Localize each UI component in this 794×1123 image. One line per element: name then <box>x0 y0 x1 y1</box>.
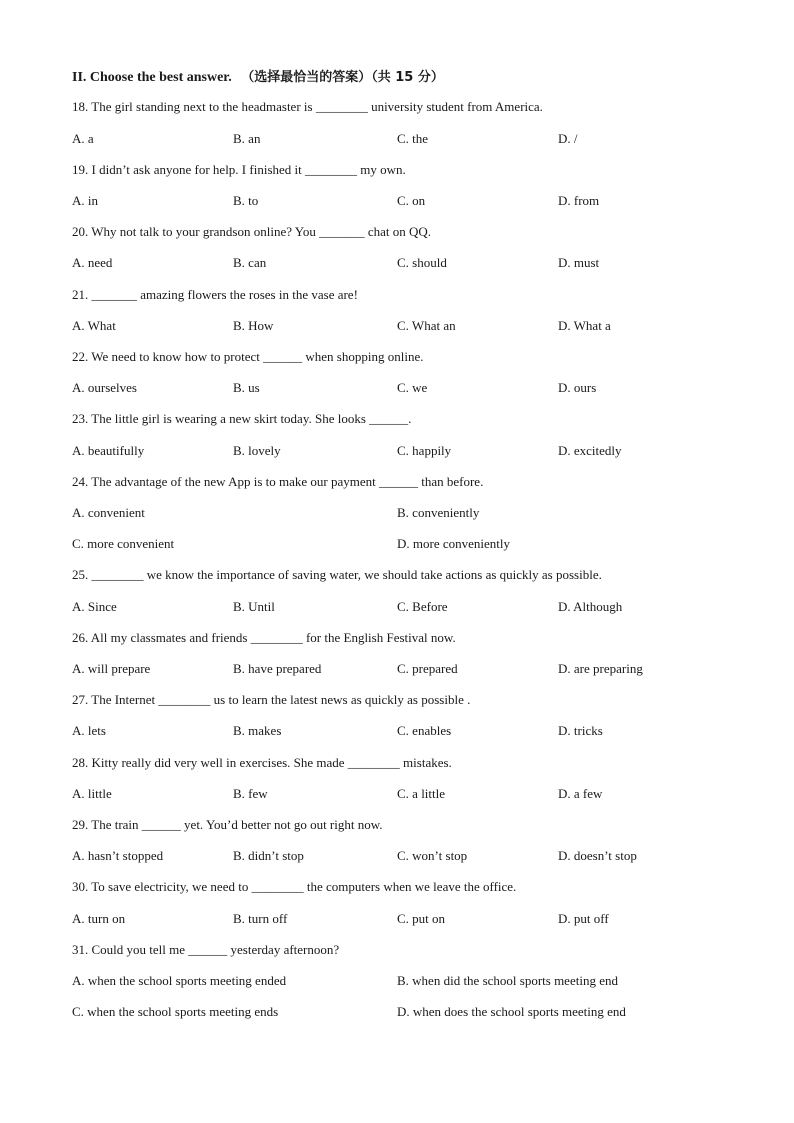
question-stem: 21. _______ amazing flowers the roses in the vase are! <box>72 287 358 302</box>
question-stem: 18. The girl standing next to the headmaster is ________ university student from America. <box>72 99 543 114</box>
options-row <box>72 253 752 273</box>
option-d: D. / <box>558 131 578 146</box>
option-a: A. convenient <box>72 505 145 520</box>
question-stem: 31. Could you tell me ______ yesterday afternoon? <box>72 942 340 957</box>
options-row <box>72 971 752 991</box>
option-b: B. an <box>233 131 261 146</box>
option-c: C. won’t stop <box>397 848 468 863</box>
option-c: C. when the school sports meeting ends <box>72 1004 279 1019</box>
option-d: D. ours <box>558 380 597 395</box>
option-c: C. more convenient <box>72 536 175 551</box>
question-stem: 23. The little girl is wearing a new skirt today. She looks ______. <box>72 411 412 426</box>
option-a: A. will prepare <box>72 661 151 676</box>
option-b: B. have prepared <box>233 661 322 676</box>
option-c: C. the <box>397 131 429 146</box>
option-c: C. should <box>397 255 447 270</box>
option-d: D. What a <box>558 318 611 333</box>
option-d: D. tricks <box>558 723 603 738</box>
option-a: A. lets <box>72 723 106 738</box>
question-stem: 19. I didn’t ask anyone for help. I finished it ________ my own. <box>72 162 406 177</box>
option-a: A. Since <box>72 599 117 614</box>
question-stem: 25. ________ we know the importance of saving water, we should take actions as quickly as possible. <box>72 567 602 582</box>
option-c: C. a little <box>397 786 446 801</box>
option-d: D. must <box>558 255 600 270</box>
option-a: A. little <box>72 786 112 801</box>
options-row <box>72 191 752 211</box>
options-row <box>72 659 752 679</box>
option-c: C. prepared <box>397 661 458 676</box>
options-row <box>72 1002 752 1022</box>
option-c: C. Before <box>397 599 448 614</box>
options-row <box>72 378 752 398</box>
option-a: A. need <box>72 255 113 270</box>
question-stem: 26. All my classmates and friends ________ for the English Festival now. <box>72 630 456 645</box>
options-row <box>72 534 752 554</box>
option-b: B. turn off <box>233 911 288 926</box>
option-b: B. makes <box>233 723 282 738</box>
section-heading <box>72 66 444 86</box>
option-d: D. excitedly <box>558 443 622 458</box>
option-b: B. conveniently <box>397 505 480 520</box>
option-a: A. in <box>72 193 98 208</box>
option-b: B. How <box>233 318 274 333</box>
option-b: B. to <box>233 193 259 208</box>
option-a: A. What <box>72 318 116 333</box>
option-d: D. when does the school sports meeting end <box>397 1004 626 1019</box>
options-row <box>72 846 752 866</box>
option-b: B. when did the school sports meeting end <box>397 973 618 988</box>
option-b: B. can <box>233 255 267 270</box>
option-a: A. hasn’t stopped <box>72 848 164 863</box>
options-row <box>72 129 752 149</box>
option-b: B. few <box>233 786 268 801</box>
option-a: A. beautifully <box>72 443 145 458</box>
option-b: B. didn’t stop <box>233 848 304 863</box>
option-d: D. more conveniently <box>397 536 510 551</box>
option-a: A. ourselves <box>72 380 137 395</box>
question-stem: 30. To save electricity, we need to ________ the computers when we leave the office. <box>72 879 517 894</box>
option-b: B. lovely <box>233 443 281 458</box>
options-row <box>72 503 752 523</box>
option-a: A. a <box>72 131 94 146</box>
option-a: A. when the school sports meeting ended <box>72 973 287 988</box>
section-subtitle: （选择最恰当的答案）（共 15 分） <box>241 70 444 85</box>
question-stem: 29. The train ______ yet. You’d better not go out right now. <box>72 817 383 832</box>
option-c: C. What an <box>397 318 456 333</box>
option-a: A. turn on <box>72 911 126 926</box>
option-d: D. doesn’t stop <box>558 848 637 863</box>
options-row <box>72 784 752 804</box>
option-d: D. are preparing <box>558 661 643 676</box>
options-row <box>72 721 752 741</box>
question-stem: 24. The advantage of the new App is to make our payment ______ than before. <box>72 474 484 489</box>
option-c: C. happily <box>397 443 452 458</box>
question-stem: 27. The Internet ________ us to learn the latest news as quickly as possible . <box>72 692 471 707</box>
options-row <box>72 316 752 336</box>
options-row <box>72 909 752 929</box>
option-d: D. put off <box>558 911 609 926</box>
option-c: C. we <box>397 380 428 395</box>
question-stem: 20. Why not talk to your grandson online? You _______ chat on QQ. <box>72 224 432 239</box>
section-title: II. Choose the best answer. <box>72 70 232 85</box>
option-b: B. Until <box>233 599 275 614</box>
question-stem: 28. Kitty really did very well in exercises. She made ________ mistakes. <box>72 755 452 770</box>
options-row <box>72 441 752 461</box>
options-row <box>72 597 752 617</box>
option-d: D. a few <box>558 786 603 801</box>
question-stem: 22. We need to know how to protect ______ when shopping online. <box>72 349 424 364</box>
option-c: C. enables <box>397 723 452 738</box>
option-d: D. from <box>558 193 600 208</box>
option-d: D. Although <box>558 599 623 614</box>
option-c: C. put on <box>397 911 446 926</box>
option-c: C. on <box>397 193 426 208</box>
option-b: B. us <box>233 380 260 395</box>
